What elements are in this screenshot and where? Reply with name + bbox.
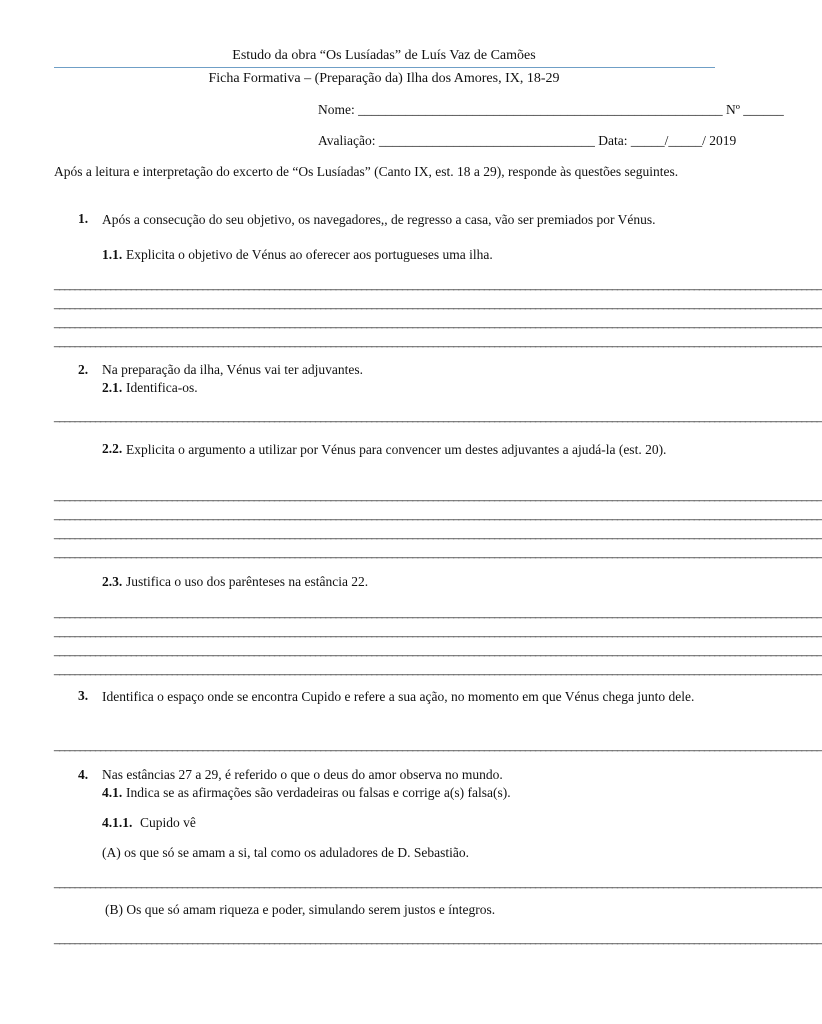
answer-line[interactable]: ______________________________________________________________________________________________________________________________________________________ [54,336,822,348]
question-2-3-number: 2.3. [102,574,123,589]
answer-line[interactable]: ______________________________________________________________________________________________________________________________________________________ [54,490,822,502]
question-2-2-text: Explicita o argumento a utilizar por Vénus para convencer um destes adjuvantes a ajudá-la (est. 20). [126,442,667,457]
question-3-text: Identifica o espaço onde se encontra Cupido e refere a sua ação, no momento em que Vénus chega junto dele. [102,689,695,704]
answer-line[interactable]: ______________________________________________________________________________________________________________________________________________________ [54,509,822,521]
answer-line[interactable]: ______________________________________________________________________________________________________________________________________________________ [54,933,822,945]
worksheet-subtitle: Ficha Formativa – (Preparação da) Ilha dos Amores, IX, 18-29 [208,71,560,86]
question-2-number: 2. [78,362,89,377]
question-4-1-number: 4.1. [102,785,123,800]
question-2-1-text: Identifica-os. [126,380,198,395]
question-4-1-1-text: Cupido vê [140,815,196,830]
question-1-text: Após a consecução do seu objetivo, os navegadores,, de regresso a casa, vão ser premiados por Vénus. [102,212,656,227]
question-1-1-text: Explicita o objetivo de Vénus ao oferecer aos portugueses uma ilha. [126,247,493,262]
question-2-1-number: 2.1. [102,380,123,395]
answer-line[interactable]: ______________________________________________________________________________________________________________________________________________________ [54,528,822,540]
question-1-1-number: 1.1. [102,247,123,262]
answer-line[interactable]: ______________________________________________________________________________________________________________________________________________________ [54,740,822,752]
title-divider [54,67,715,68]
answer-line[interactable]: ______________________________________________________________________________________________________________________________________________________ [54,664,822,676]
question-4-text: Nas estâncias 27 a 29, é referido o que o deus do amor observa no mundo. [102,767,503,782]
answer-line[interactable]: ______________________________________________________________________________________________________________________________________________________ [54,411,822,423]
name-field[interactable]: Nome: ______________________________________________________ Nº ______ [318,102,784,117]
intro-instructions: Após a leitura e interpretação do excerto de “Os Lusíadas” (Canto IX, est. 18 a 29), responde às questões seguintes. [54,164,679,179]
statement-a: (A) os que só se amam a si, tal como os aduladores de D. Sebastião. [102,845,470,860]
question-3-number: 3. [78,688,89,703]
worksheet-title: Estudo da obra “Os Lusíadas” de Luís Vaz de Camões [232,48,536,63]
answer-line[interactable]: ______________________________________________________________________________________________________________________________________________________ [54,607,822,619]
answer-line[interactable]: ______________________________________________________________________________________________________________________________________________________ [54,298,822,310]
evaluation-date-field[interactable]: Avaliação: ________________________________ Data: _____/_____/ 2019 [318,133,737,148]
question-2-2-number: 2.2. [102,441,123,456]
question-2-text: Na preparação da ilha, Vénus vai ter adjuvantes. [102,362,364,377]
question-4-number: 4. [78,767,89,782]
answer-line[interactable]: ______________________________________________________________________________________________________________________________________________________ [54,645,822,657]
question-2-3-text: Justifica o uso dos parênteses na estância 22. [126,574,369,589]
question-4-1-1-number: 4.1.1. [102,815,133,830]
answer-line[interactable]: ______________________________________________________________________________________________________________________________________________________ [54,877,822,889]
statement-b: (B) Os que só amam riqueza e poder, simulando serem justos e íntegros. [105,902,496,917]
answer-line[interactable]: ______________________________________________________________________________________________________________________________________________________ [54,547,822,559]
answer-line[interactable]: ______________________________________________________________________________________________________________________________________________________ [54,279,822,291]
question-1-number: 1. [78,211,89,226]
question-4-1-text: Indica se as afirmações são verdadeiras ou falsas e corrige a(s) falsa(s). [126,785,511,800]
answer-line[interactable]: ______________________________________________________________________________________________________________________________________________________ [54,317,822,329]
answer-line[interactable]: ______________________________________________________________________________________________________________________________________________________ [54,626,822,638]
